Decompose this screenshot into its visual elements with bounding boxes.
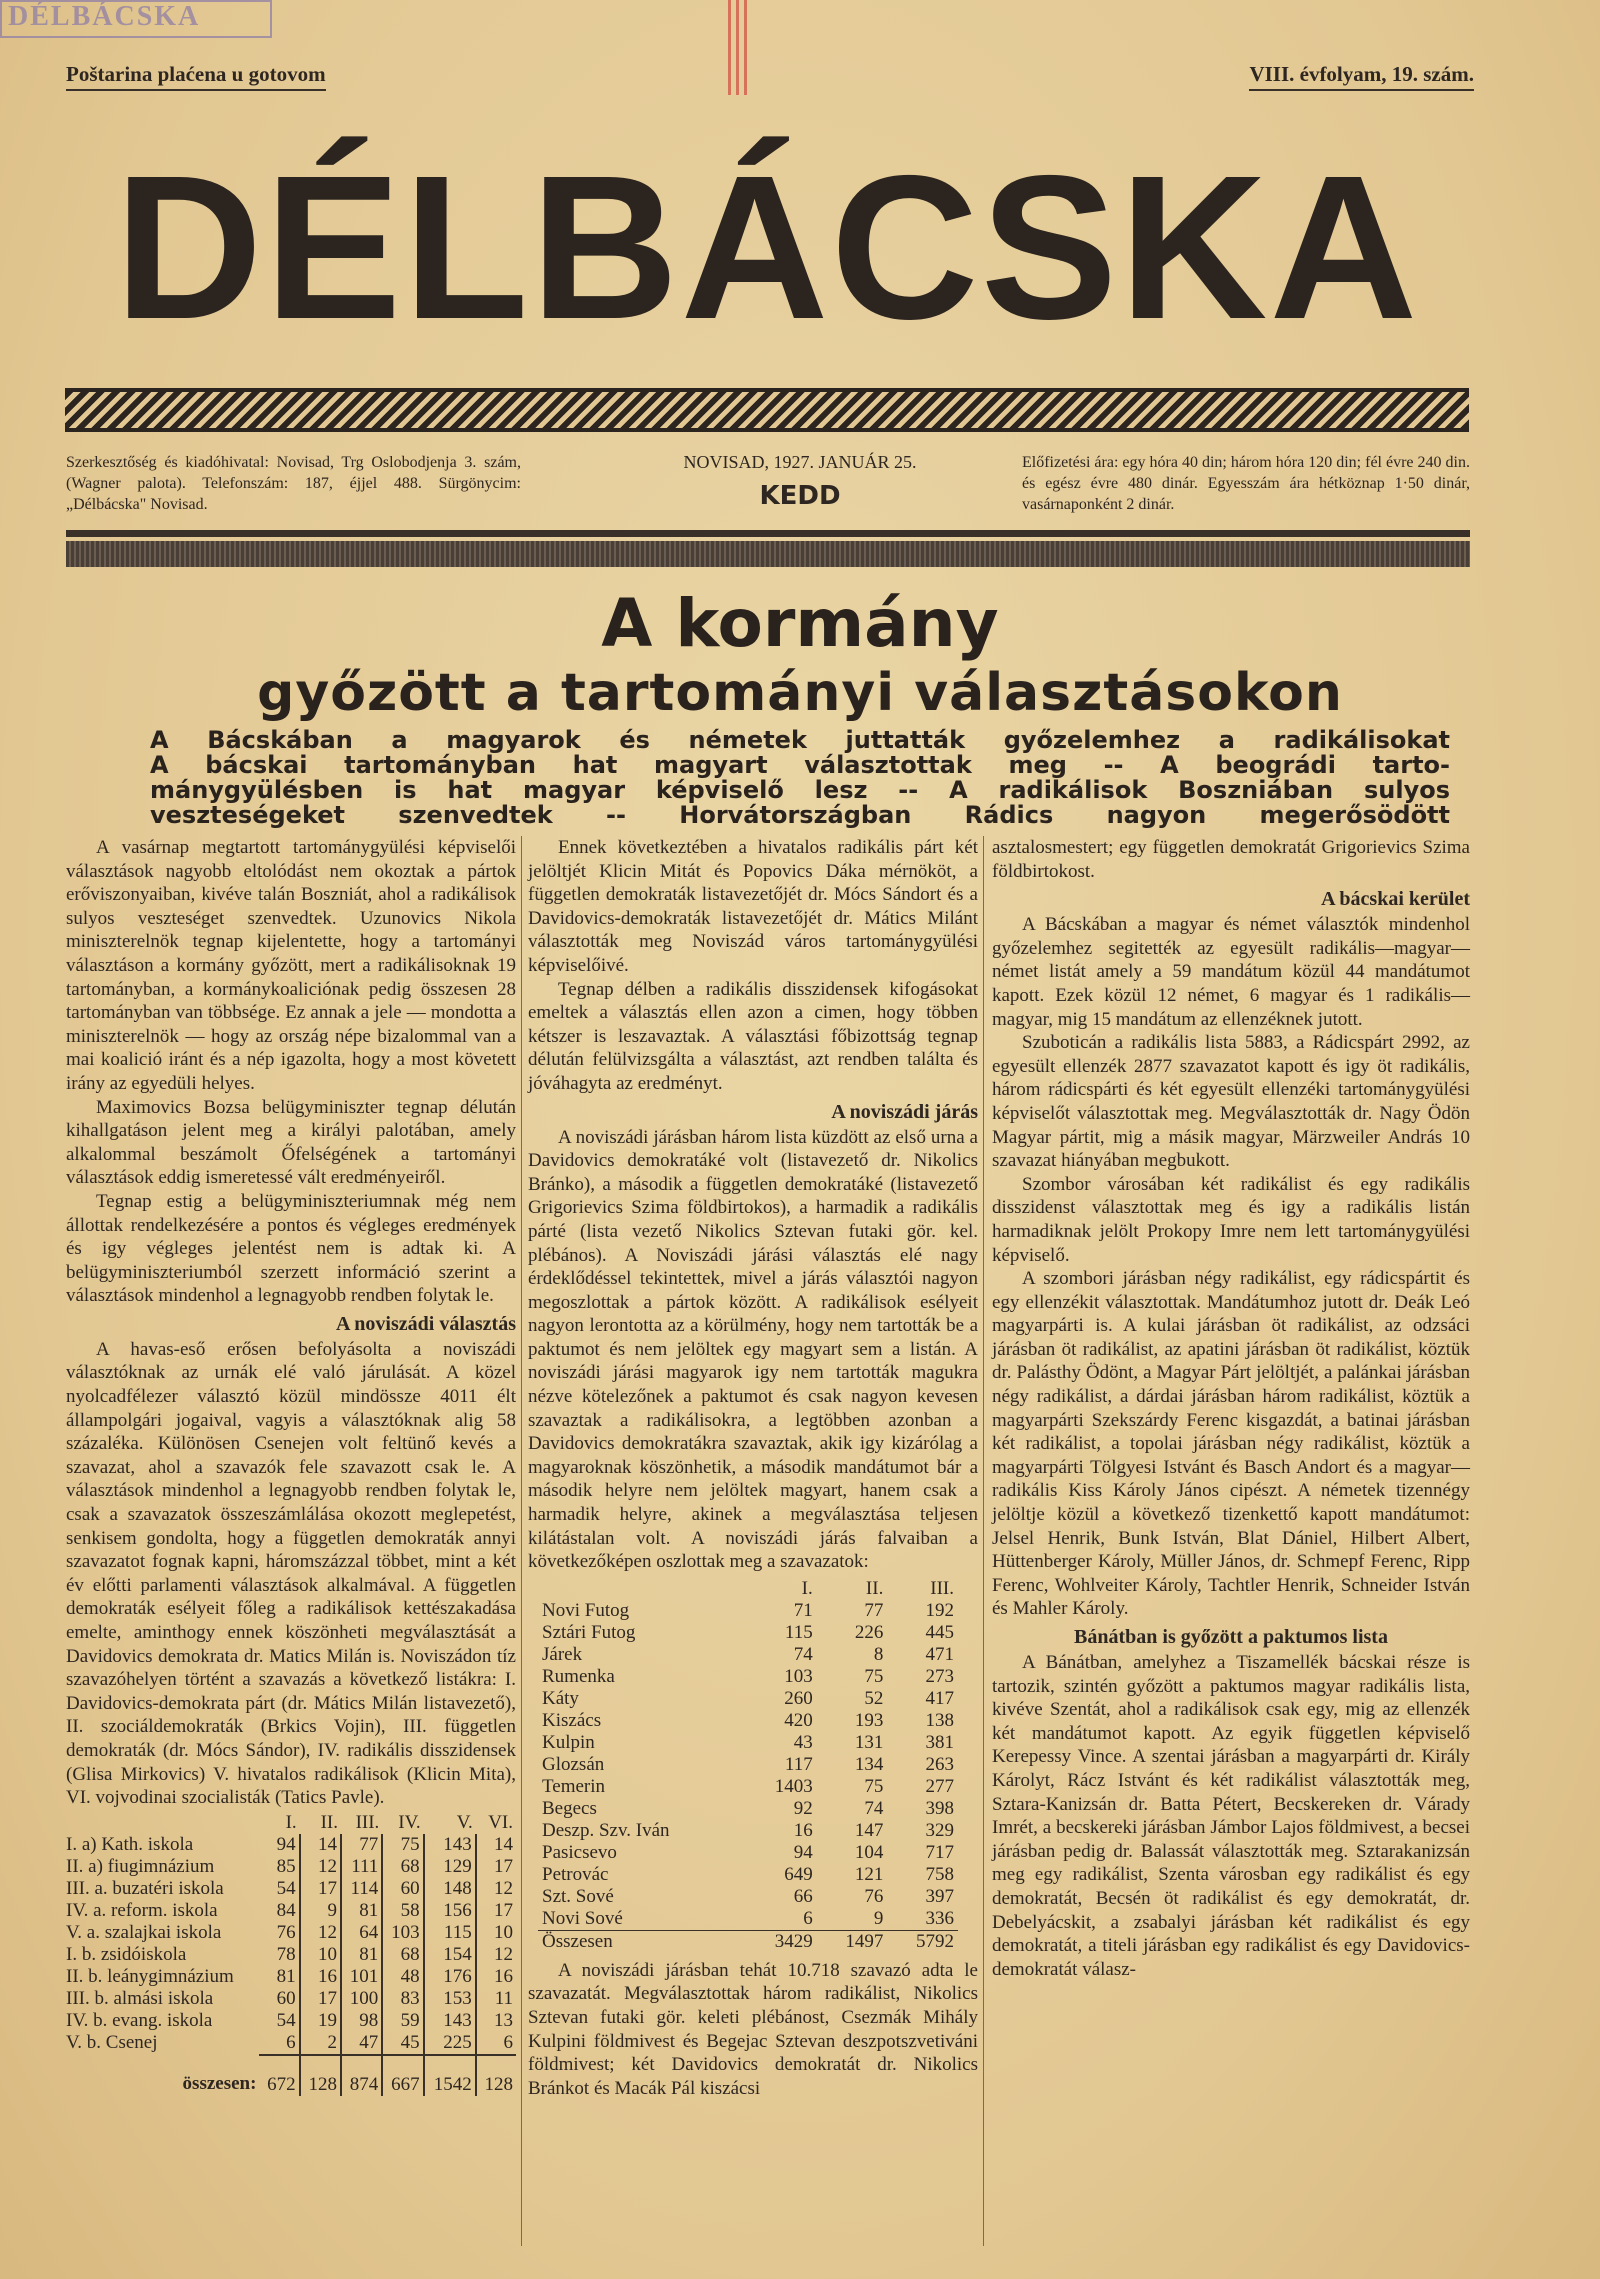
table-cell: 68 [382, 1944, 423, 1966]
table-cell: 154 [424, 1944, 476, 1966]
column-divider [983, 836, 984, 2246]
row-label: Begecs [542, 1797, 597, 1819]
table-row [538, 1864, 958, 1886]
headline: győzött a tartományi választásokon [257, 663, 1343, 723]
table-cell: 263 [925, 1753, 954, 1775]
table-cell: 111 [341, 1856, 382, 1878]
article-paragraph: Szombor városában két radikálist és egy radikális disszidenst választottak meg és igy a radikális listán harmadiknak jelölt Prokopy Imre nem lett tartománygyülési képviselő. [992, 1173, 1470, 1266]
editorial-office-info: Szerkesztőség és kiadóhivatal: Novisad, Trg Oslobodjenja 3. szám, (Wagner palota). Telefonszám: 187, éjjel 488. Sürgönycim: „Délbácska" Novisad. [66, 454, 521, 513]
table-row [66, 2010, 516, 2032]
issue-weekday: KEDD [759, 481, 841, 511]
table-cell: 131 [854, 1731, 884, 1753]
row-label: II. b. leánygimnázium [66, 1965, 234, 1987]
table-row [66, 1988, 516, 2010]
table-cell: 48 [382, 1966, 423, 1988]
table-cell: 68 [382, 1856, 423, 1878]
subheadline: A Bácskában a magyarok és németek juttatták győzelemhez a radikálisokat [150, 726, 1450, 754]
row-label: Káty [542, 1687, 579, 1709]
table-cell: 58 [382, 1900, 423, 1922]
table-row [66, 1878, 516, 1900]
issue-date: NOVISAD, 1927. JANUÁR 25. [683, 452, 917, 472]
table-cell: 103 [784, 1665, 813, 1687]
postage-note: Poštarina plaćena u gotovom [66, 62, 326, 91]
table-cell: 758 [925, 1863, 954, 1885]
table-cell: 147 [854, 1819, 884, 1841]
table-cell: 398 [925, 1797, 954, 1819]
total-cell: 128 [476, 2055, 516, 2096]
table-cell: 226 [854, 1621, 884, 1643]
table-cell: 649 [784, 1863, 813, 1885]
table-cell: 6 [259, 2032, 299, 2055]
table-cell: 103 [382, 1922, 423, 1944]
table-cell: 101 [341, 1966, 382, 1988]
table-row [538, 1908, 958, 1931]
table-row [538, 1622, 958, 1644]
table-cell: 75 [382, 1834, 423, 1856]
table-header-cell: I. [285, 1811, 297, 1833]
divider [66, 541, 1470, 567]
table-cell: 60 [259, 1988, 299, 2010]
table-cell: 14 [300, 1834, 341, 1856]
table-cell: 54 [259, 1878, 299, 1900]
table-cell: 74 [793, 1643, 813, 1665]
table-cell: 60 [382, 1878, 423, 1900]
table-cell: 17 [300, 1988, 341, 2010]
volume-number: VIII. évfolyam, 19. szám. [1249, 62, 1474, 91]
article-paragraph: A vasárnap megtartott tartománygyülési képviselői választások nagyobb eltolódást nem okoztak a pártok erőviszonyaiban, kivéve talán Boszniát, ahol a radikálisok sulyos veszteséget szenvedtek. Uzunovics Nikola miniszterelnök tegnap kijelentette, hogy a tartományi választáson a kormány győzött, mert a radikálisoknak 19 tartományban, a kormánykoaliciónak pedig összesen 28 tartományban van többsége. Ez annak a jele — mondotta a miniszterelnök — hogy az ország népe bizalommal van a mai koalició iránt és a nép igazolta, hogy a most követett irány az egyedüli helyes. [66, 837, 516, 1094]
table-cell: 54 [259, 2010, 299, 2032]
table-row [538, 1732, 958, 1754]
table-header-cell: V. [456, 1811, 473, 1833]
table-cell: 52 [864, 1687, 884, 1709]
article-paragraph: A Bácskában a magyar és német választók mindenhol győzelemhez segitették az egyesült radikális—magyar—német listát amely a 59 mandátum közül 44 mandátumot kapott. Ezek közül 12 német, 6 magyar és 1 radikális—magyar, mig 15 mandátum az ellenzéknek jutott. [992, 914, 1470, 1030]
table-cell: 84 [259, 1900, 299, 1922]
table-cell: 16 [300, 1966, 341, 1988]
table-cell: 114 [341, 1878, 382, 1900]
row-label: Glozsán [542, 1753, 605, 1775]
article-paragraph: A noviszádi járásban tehát 10.718 szavazó adta le szavazatát. Megválasztottak három radikálist, Nikolics Sztevan futaki gör. keleti plébánost, Csezmák Mihály Kulpini földmivest és Begejac Sztevan deszpotszvetiváni földmivest; két Davidovics demokratát dr. Nikolics Bránkot és Macák Pál kiszácsi [528, 1959, 978, 2099]
red-mark [728, 0, 731, 95]
table-cell: 75 [864, 1775, 884, 1797]
row-label: Kiszács [542, 1709, 602, 1731]
section-heading: Bánátban is győzött a paktumos lista [1074, 1626, 1388, 1648]
total-cell: 3429 [746, 1930, 817, 1953]
table-cell: 148 [424, 1878, 476, 1900]
table-cell: 75 [864, 1665, 884, 1687]
row-label: V. b. Csenej [66, 2032, 158, 2054]
red-mark [736, 0, 739, 95]
total-cell: 1542 [424, 2055, 476, 2096]
row-label: Járek [542, 1643, 583, 1665]
table-cell: 16 [494, 1965, 513, 1987]
total-cell: 128 [300, 2055, 341, 2096]
table-cell: 81 [341, 1900, 382, 1922]
subheadline: A bácskai tartományban hat magyart választottak meg -- A beográdi tarto- [150, 751, 1450, 779]
table-cell: 176 [424, 1966, 476, 1988]
row-label: Deszp. Szv. Iván [542, 1819, 670, 1841]
table-row [66, 1922, 516, 1944]
table-row [538, 1710, 958, 1732]
table-cell: 445 [925, 1621, 954, 1643]
row-label: Novi Sové [542, 1907, 623, 1929]
red-mark [744, 0, 747, 95]
section-heading: A noviszádi járás [831, 1100, 978, 1123]
masthead-ornament [65, 388, 1469, 432]
table-cell: 277 [925, 1775, 954, 1797]
table-cell: 104 [854, 1841, 884, 1863]
table-cell: 78 [259, 1944, 299, 1966]
library-stamp: DÉLBÁCSKA [0, 0, 272, 38]
table-row [538, 1754, 958, 1776]
table-header-cell: VI. [488, 1811, 513, 1833]
table-cell: 143 [424, 1834, 476, 1856]
table-row [538, 1886, 958, 1908]
table-cell: 14 [494, 1833, 513, 1855]
article-paragraph: Maximovics Bozsa belügyminiszter tegnap délután kihallgatáson jelent meg a királyi palotában, amely alkalommal beszámolt Őfelségének a tartományi választások eddig ismeretessé vált eredményeiről. [66, 1096, 516, 1189]
row-label: V. a. szalajkai iskola [66, 1921, 222, 1943]
table-cell: 115 [784, 1621, 813, 1643]
table-row [66, 1834, 516, 1856]
table-cell: 115 [424, 1922, 476, 1944]
row-label: Rumenka [542, 1665, 615, 1687]
row-label: Sztári Futog [542, 1621, 636, 1643]
table-row [538, 1842, 958, 1864]
table-cell: 17 [494, 1855, 513, 1877]
total-cell: 667 [382, 2055, 423, 2096]
article-paragraph: asztalosmestert; egy független demokratát Grigorievics Szima földbirtokost. [992, 837, 1470, 882]
table-cell: 134 [854, 1753, 884, 1775]
table-cell: 8 [873, 1643, 884, 1665]
headline: A kormány [601, 585, 999, 662]
table-cell: 260 [784, 1687, 813, 1709]
table-header-cell: II. [865, 1577, 884, 1599]
table-cell: 417 [925, 1687, 954, 1709]
table-cell: 12 [300, 1922, 341, 1944]
article-paragraph: A Bánátban, amelyhez a Tiszamellék bácskai része is tartozik, szintén győzött a paktumos magyar radikális lista, kivéve Szentát, ahol a radikálisok csak egy, mig az ellenzék két mandátumot kapott. Az egyik független képviselő Kerepessy Vince. A szentai járásban a magyarpárti dr. Király Károlyt, Rácz Istvánt és két radikálist választották meg, Sztara-Kanizsán dr. Batta Pétert, Becskereken dr. Várady Imrét, a becskereki járásban Jámbor Lajos földmivest, a becsei járásban pedig dr. Balassát választották meg. Sztarakanizsán meg egy radikálist, Szenta városban egy radikálist és egy demokratát, Becsén öt radikálist és egy demokratát, dr. Debelyácskit, a zsabalyi járásban két radikálist és egy demokratát, a titeli járásban egy radikálist és egy Davidovics-demokratát válasz- [992, 1652, 1470, 1980]
table-cell: 420 [784, 1709, 813, 1731]
article-paragraph: A havas-eső erősen befolyásolta a noviszádi választóknak az urnák elé való járulását. A közel nyolcadfélezer választó közül mindössze 4011 élt állampolgári jogaival, vagyis a választóknak alig 58 százaléka. Különösen Csenejen volt feltünő kevés a szavazat, ahol a szavazók fele szavazott csak le. A választások mindenhol a legnagyobb rendben folytak le, csak a szavazatok összeszámlálása okozott meglepetést, senkisem gondolta, hogy a független demokraták annyi szavazatot fognak kapni, háromszázzal többet, mint a két év előtti parlamenti választások alkalmával. A független demokraták esélyeit főleg a radikálisok kettészakadása emelte, aminthogy ennek köszönheti megválasztását a Davidovics demokrata dr. Matics Milán is. Noviszádon tíz szavazóhelyen történt a szavazás a következő listákra: I. Davidovics-demokrata párt (dr. Mátics Milán listavezető), II. szociáldemokraták (Brkics Vojin), III. független demokraták (dr. Mócs Sándor), IV. radikális disszidensek (Glisa Mirkovics) V. hivatalos radikálisok (Klicin Mita), VI. vojvodinai szocialisták (Tatics Pavle). [66, 1338, 516, 1809]
table-total-row [66, 2055, 516, 2096]
row-label: Pasicsevo [542, 1841, 617, 1863]
table-cell: 94 [259, 1834, 299, 1856]
section-heading: A bácskai kerület [1321, 888, 1470, 911]
article-paragraph: Tegnap estig a belügyminiszteriumnak még nem állottak rendelkezésére a pontos és végleges eredmények és igy végleges jelentést nem is adtak ki. A belügyminiszteriumból szerzett információ szerint a választások mindenhol a legnagyobb rendben folytak le. [66, 1190, 516, 1307]
table-cell: 17 [300, 1878, 341, 1900]
table-row [66, 1966, 516, 1988]
table-row [538, 1798, 958, 1820]
table-cell: 100 [341, 1988, 382, 2010]
masthead [65, 108, 1469, 438]
article-column-2 [528, 836, 978, 2100]
table-cell: 329 [925, 1819, 954, 1841]
table-cell: 74 [864, 1797, 884, 1819]
column-divider [521, 836, 522, 2246]
article-column-3 [992, 836, 1470, 1981]
table-header-cell: III. [930, 1577, 954, 1599]
table-cell: 98 [341, 2010, 382, 2032]
table-cell: 2 [300, 2032, 341, 2055]
table-cell: 16 [793, 1819, 813, 1841]
article-paragraph: A noviszádi járásban három lista küzdött az első urna a Davidovics demokratáké volt (listavezető dr. Nikolics Bránko), a második a független demokratáké (listavezető Grigorievics Szima földbirtokos), a harmadik a radikális párté (lista vezető Nikolics Sztevan futaki gör. kel. plébános). A Noviszádi járási választás elé nagy érdeklődéssel tekintettek, mivel a járás választói nagyon megoszlottak a pártok között. A radikálisok esélyeit nagyon lerontotta az a körülmény, hogy nem tartották be a paktumot és nem jelöltek egy magyart sem a listán. A noviszádi járási magyarok igy nem tartották magukra nézve kötelezőnek a paktumot és csak nagyon kevesen szavaztak a radikálisokra, a legtöbben azonban a Davidovics demokratákra szavaztak, akik igy kizárólag a magyaroknak köszönhetik, a második mandátumot bár a második helyre nem jelöltek magyart, hanem csak a harmadik helyre, akinek a megválasztása teljesen kilátástalan volt. A noviszádi járás falvaiban a következőképen oszlottak meg a szavazatok: [528, 1126, 978, 1573]
issue-date-block [600, 452, 1000, 511]
table-cell: 143 [424, 2010, 476, 2032]
table-cell: 13 [494, 2009, 513, 2031]
table-cell: 94 [793, 1841, 813, 1863]
table-cell: 12 [300, 1856, 341, 1878]
table-cell: 153 [424, 1988, 476, 2010]
masthead-title: DÉLBÁCSKA [114, 133, 1420, 362]
table-cell: 1403 [774, 1775, 813, 1797]
table-cell: 83 [382, 1988, 423, 2010]
row-label: IV. b. evang. iskola [66, 2009, 213, 2031]
table-header-cell: II. [320, 1811, 338, 1833]
table-row [538, 1820, 958, 1842]
table-header-cell: I. [801, 1577, 813, 1599]
table-cell: 381 [925, 1731, 954, 1753]
table-cell: 59 [382, 2010, 423, 2032]
subscription-info: Előfizetési ára: egy hóra 40 din; három hóra 120 din; fél évre 240 din. és egész évre 480 dinár. Egyesszám ára hétköznap 1·50 dinár, vasárnaponként 2 dinár. [1022, 454, 1470, 513]
row-label: III. b. almási iskola [66, 1987, 214, 2009]
table-cell: 12 [494, 1943, 513, 1965]
table-cell: 471 [925, 1643, 954, 1665]
total-cell: 672 [259, 2055, 299, 2096]
table-cell: 71 [793, 1599, 813, 1621]
table-cell: 717 [925, 1841, 954, 1863]
row-label: IV. a. reform. iskola [66, 1899, 218, 1921]
table-cell: 192 [925, 1599, 954, 1621]
table-header-cell [66, 1812, 259, 1834]
table-cell: 121 [854, 1863, 884, 1885]
subheadline: veszteségeket szenvedtek -- Horvátországban Rádics nagyon megerősödött [150, 801, 1450, 829]
total-cell: 874 [341, 2055, 382, 2096]
table-cell: 10 [494, 1921, 513, 1943]
table-header-cell: IV. [398, 1811, 421, 1833]
table-cell: 156 [424, 1900, 476, 1922]
table-cell: 11 [494, 1987, 513, 2009]
table-cell: 225 [424, 2032, 476, 2055]
table-row [66, 2032, 516, 2055]
table-row [538, 1688, 958, 1710]
table-total-row [538, 1930, 958, 1953]
table-cell: 9 [300, 1900, 341, 1922]
table-cell: 117 [784, 1753, 813, 1775]
table-cell: 81 [341, 1944, 382, 1966]
table-cell: 43 [793, 1731, 813, 1753]
table-header-cell [538, 1578, 746, 1600]
total-cell: 5792 [887, 1930, 958, 1953]
table-header-row [66, 1812, 516, 1834]
table-cell: 92 [793, 1797, 813, 1819]
row-label: Szt. Sové [542, 1885, 614, 1907]
article-paragraph: Szuboticán a radikális lista 5883, a Rádicspárt 2992, az egyesült ellenzék 2877 szavazatot kapott és igy öt radikális, három rádicspárti és két egyesült ellenzéki tartománygyülési képviselőt választottak meg. Megválasztották dr. Nagy Ödön Magyar pártit, mig a másik magyar, Märzweiler András 10 szavazat hiányában megbukott. [992, 1032, 1470, 1172]
total-label: Összesen [538, 1930, 746, 1953]
table-cell: 10 [300, 1944, 341, 1966]
table-cell: 9 [873, 1907, 884, 1929]
divider [66, 530, 1470, 537]
table-cell: 66 [793, 1885, 813, 1907]
row-label: II. a) fiugimnázium [66, 1855, 215, 1877]
district-table [538, 1578, 958, 1953]
subheadline: mánygyülésben is hat magyar képviselő lesz -- A radikálisok Boszniában sulyos [150, 776, 1450, 804]
table-cell: 45 [382, 2032, 423, 2055]
table-cell: 76 [864, 1885, 884, 1907]
table-cell: 336 [925, 1907, 954, 1929]
table-cell: 6 [503, 2031, 513, 2053]
table-cell: 397 [925, 1885, 954, 1907]
row-label: Novi Futog [542, 1599, 630, 1621]
table-row [66, 1944, 516, 1966]
row-label: Temerin [542, 1775, 606, 1797]
table-row [538, 1600, 958, 1622]
table-cell: 129 [424, 1856, 476, 1878]
table-cell: 47 [341, 2032, 382, 2055]
row-label: I. b. zsidóiskola [66, 1943, 187, 1965]
table-cell: 6 [803, 1907, 813, 1929]
table-cell: 19 [300, 2010, 341, 2032]
row-label: Petrovác [542, 1863, 609, 1885]
table-cell: 64 [341, 1922, 382, 1944]
table-row [538, 1666, 958, 1688]
table-header-row [538, 1578, 958, 1600]
article-column-1 [66, 836, 516, 2096]
subheadlines [150, 728, 1450, 828]
table-cell: 138 [925, 1709, 954, 1731]
table-cell: 76 [259, 1922, 299, 1944]
table-cell: 85 [259, 1856, 299, 1878]
article-paragraph: Ennek következtében a hivatalos radikális párt két jelöltjét Klicin Mitát és Popovics Dáka mérnököt, a független demokraták listavezetőjét dr. Mócs Sándort és a Davidovics-demokraták listavezetőjét dr. Mátics Milánt választották meg Noviszád város tartománygyülési képviselőivé. [528, 837, 978, 976]
table-cell: 77 [864, 1599, 884, 1621]
table-cell: 81 [259, 1966, 299, 1988]
row-label: Kulpin [542, 1731, 595, 1753]
row-label: I. a) Kath. iskola [66, 1833, 194, 1855]
row-label: III. a. buzatéri iskola [66, 1877, 224, 1899]
article-paragraph: A szombori járásban négy radikálist, egy rádicspártit és egy ellenzékit választottak. Mandátumhoz jutott dr. Deák Leó magyarpárti is. A kulai járásban öt radikálist, az odzsáci járásban öt radikálist, az apatini járásban öt radikálist, köztük dr. Palásthy Ödönt, a Magyar Párt jelöltjét, a palánkai járásban négy radikálist, a dárdai járásban három radikálist, köztük a magyarpárti Szekszárdy Ferenc kisgazdát, a batinai járásban két radikálist, a topolai járásban négy radikálist, köztük a magyarpárti Tölgyesi Istvánt és Basch Andort és a magyar—radikális Kiss Károly János cipészt. A németek tizennégy jelöltje közül a következő tizenkettő kapott mandátumot: Jelsel Henrik, Bunk István, Blat Dániel, Hilbert Albert, Hüttenberger Károly, Müller János, dr. Schmepf Ferenc, Ripp Ferenc, Wohlveiter Károly, Tachtler Henrik, Schneider István és Mahler Károly. [992, 1268, 1470, 1620]
table-cell: 17 [494, 1899, 513, 1921]
table-row [66, 1900, 516, 1922]
table-cell: 273 [925, 1665, 954, 1687]
table-row [66, 1856, 516, 1878]
table-cell: 12 [494, 1877, 513, 1899]
table-row [538, 1776, 958, 1798]
table-cell: 193 [854, 1709, 884, 1731]
table-row [538, 1644, 958, 1666]
total-label: összesen: [182, 2073, 257, 2095]
article-paragraph: Tegnap délben a radikális disszidensek kifogásokat emeltek a választás ellen azon a cimen, hogy többen kétszer is leszavaztak. A választási főbizottság tegnap délután felülvizsgálta a választást, azt rendben találta és jóváhagyta az eredményt. [528, 978, 978, 1094]
table-header-cell: III. [355, 1811, 380, 1833]
city-table [66, 1812, 516, 2096]
total-cell: 1497 [817, 1930, 888, 1953]
table-cell: 77 [341, 1834, 382, 1856]
section-heading: A noviszádi választás [335, 1312, 516, 1335]
